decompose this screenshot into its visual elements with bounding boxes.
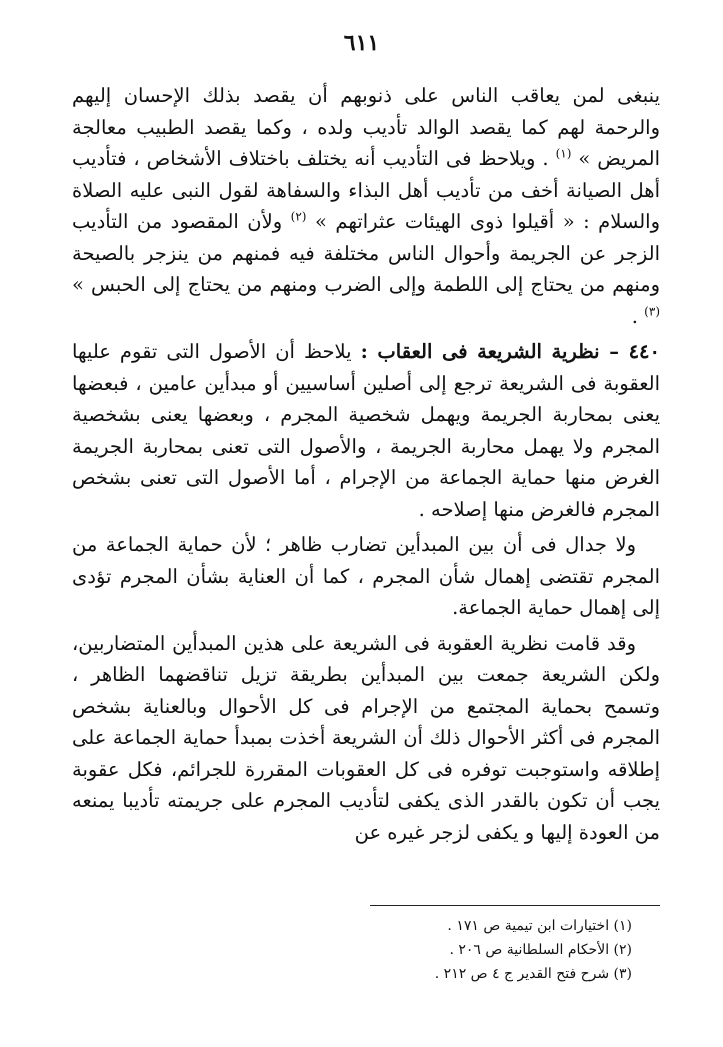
section-heading: ٤٤٠ – نظرية الشريعة فى العقاب : bbox=[360, 340, 660, 363]
footnote-1: (١) اختيارات ابن تيمية ص ١٧١ . bbox=[447, 918, 632, 934]
paragraph-3 bbox=[72, 529, 660, 624]
body-text bbox=[72, 80, 660, 848]
paragraph-1-text: ينبغى لمن يعاقب الناس على ذنوبهم أن يقصد بذلك الإحسان إليهم والرحمة لهم كما يقصد الوالد تأديب ولده ، وكما يقصد الطبيب معالجة المريض » bbox=[72, 84, 660, 170]
footnote-3: (٣) شرح فتح القدير ج ٤ ص ٢١٢ . bbox=[434, 966, 632, 982]
page-number: ٦١١ bbox=[343, 30, 380, 56]
footnotes bbox=[72, 914, 660, 986]
footnote-divider bbox=[370, 905, 660, 906]
footnote-ref-1: (١) bbox=[555, 146, 572, 161]
paragraph-1-text-cont: . ويلاحظ فى التأديب أنه يختلف باختلاف الأشخاص ، فتأديب أهل الصيانة أخف من تأديب أهل البذاء والسفاهة لقول النبى عليه الصلاة والسلام : « أقيلوا ذوى الهيئات عثراتهم » bbox=[72, 147, 661, 233]
footnote-ref-2: (٢) bbox=[290, 209, 307, 224]
paragraph-1 bbox=[72, 80, 660, 332]
paragraph-1-end: . bbox=[631, 304, 638, 328]
paragraph-2 bbox=[72, 336, 660, 525]
paragraph-4-text: وقد قامت نظرية العقوبة فى الشريعة على هذين المبدأين المتضاربين، ولكن الشريعة جمعت بين المبدأين بطريقة تزيل تناقضهما الظاهر ، وتسمح بحماية المجتمع من الإجرام فى كل الأحوال وبالعناية بشخص المجرم فى أكثر الأحوال ذلك أن الشريعة أخذت بمبدأ حماية الجماعة على إطلاقه واستوجبت توفره فى كل العقوبات المقررة للجرائم، فكل عقوبة يجب أن تكون بالقدر الذى يكفى لتأديب المجرم على جريمته تأديبا يمنعه من العودة إليها و يكفى لزجر غيره عن bbox=[72, 631, 660, 844]
footnote-2: (٢) الأحكام السلطانية ص ٢٠٦ . bbox=[449, 942, 632, 958]
paragraph-4 bbox=[72, 628, 660, 849]
footnote-ref-3: (٣) bbox=[644, 304, 660, 318]
paragraph-1-text-cont-2: ولأن المقصود من التأديب الزجر عن الجريمة وأحوال الناس مختلفة فيه فمنهم من ينزجر بالصيحة ومنهم من يحتاج إلى اللطمة وإلى الضرب ومنهم من يحتاج إلى الحبس » bbox=[72, 210, 660, 296]
paragraph-2-text: يلاحظ أن الأصول التى تقوم عليها العقوبة فى الشريعة ترجع إلى أصلين أساسيين أو مبدأين عامين ، فبعضها يعنى بمحاربة الجريمة ويهمل شخصية المجرم ، وبعضها يعنى بشخصية المجرم ولا يهمل محاربة الجريمة ، والأصول التى تعنى بمحاربة الجريمة الغرض منها حماية الجماعة من الإجرام ، أما الأصول التى تعنى بشخص المجرم فالغرض منها إصلاحه . bbox=[72, 340, 660, 521]
paragraph-3-text: ولا جدال فى أن بين المبدأين تضارب ظاهر ؛ لأن حماية الجماعة من المجرم تقتضى إهمال شأن المجرم ، كما أن العناية بشأن المجرم تؤدى إلى إهمال حماية الجماعة. bbox=[72, 533, 660, 619]
